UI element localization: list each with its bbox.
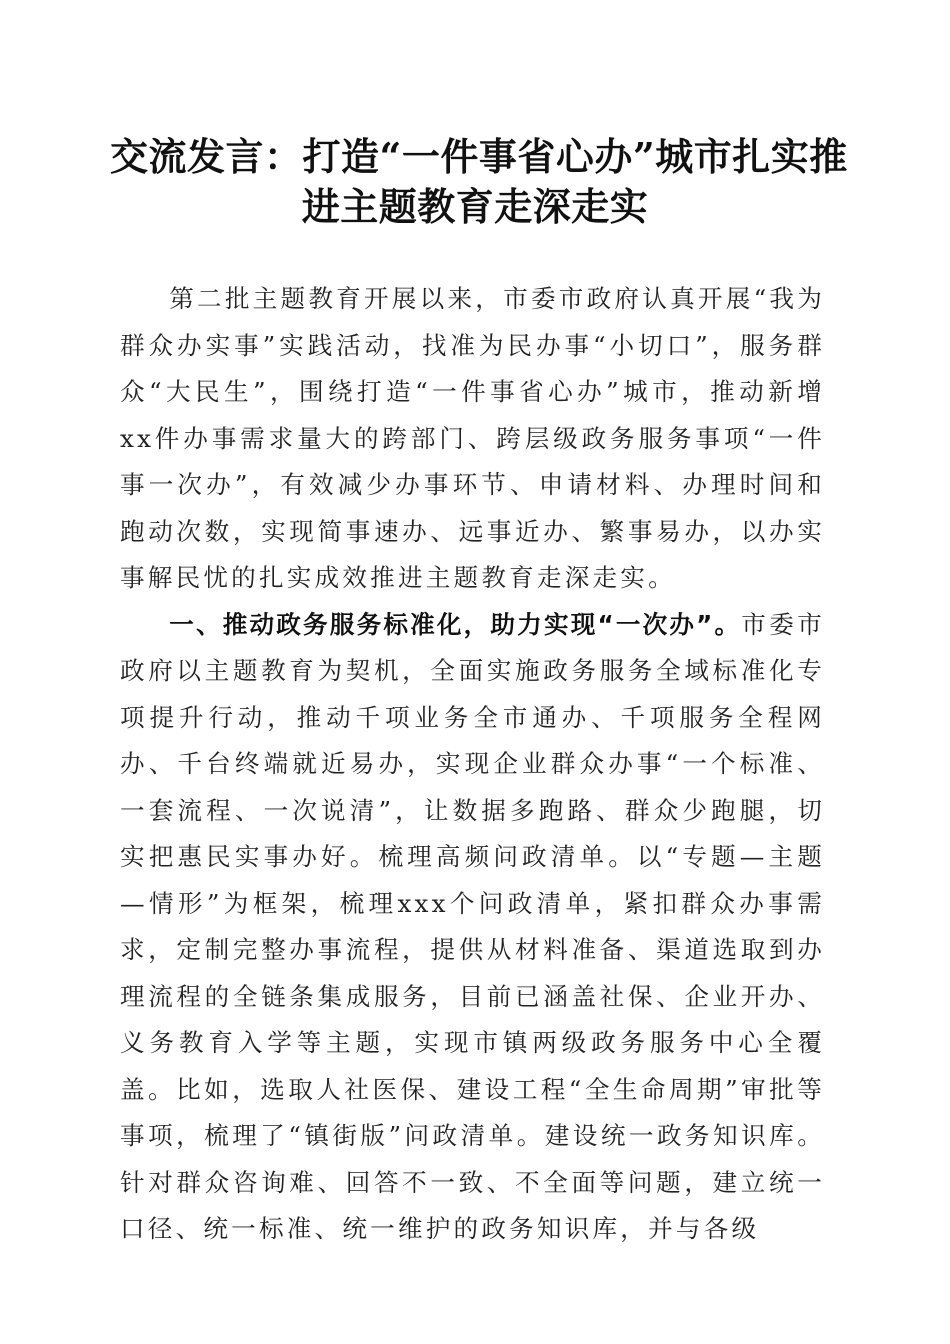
- section-1-text: 市委市政府以主题教育为契机，全面实施政务服务全域标准化专项提升行动，推动千项业务全市通办、千项服务全程网办、千台终端就近易办，实现企业群众办事“一个标准、一套流程、一次说清”，让数据多跑路、群众少跑腿，切实把惠民实事办好。梳理高频问政清单。以“专题—主题—情形”为框架，梳理xxx个问政清单，紧扣群众办事需求，定制完整办事流程，提供从材料准备、渠道选取到办理流程的全链条集成服务，目前已涵盖社保、企业开办、义务教育入学等主题，实现市镇两级政务服务中心全覆盖。比如，选取人社医保、建设工程“全生命周期”审批等事项，梳理了“镇街版”问政清单。建设统一政务知识库。针对群众咨询难、回答不一致、不全面等问题，建立统一口径、统一标准、统一维护的政务知识库，并与各级: [120, 609, 825, 1243]
- section-1-heading: 一、推动政务服务标准化，助力实现“一次办”。: [169, 609, 742, 639]
- title-line-2: 进主题教育走深走实: [301, 184, 649, 229]
- document-title: [110, 132, 848, 232]
- document-body: [120, 276, 825, 1253]
- intro-paragraph: 第二批主题教育开展以来，市委市政府认真开展“我为群众办实事”实践活动，找准为民办事“小切口”，服务群众“大民生”，围绕打造“一件事省心办”城市，推动新增xx件办事需求量大的跨部门、跨层级政务服务事项“一件事一次办”，有效减少办事环节、申请材料、办理时间和跑动次数，实现简事速办、远事近办、繁事易办，以办实事解民忧的扎实成效推进主题教育走深走实。: [120, 284, 825, 592]
- section-1-paragraph: [120, 602, 825, 1253]
- title-line-1: 交流发言：打造“一件事省心办”城市扎实推: [110, 134, 848, 179]
